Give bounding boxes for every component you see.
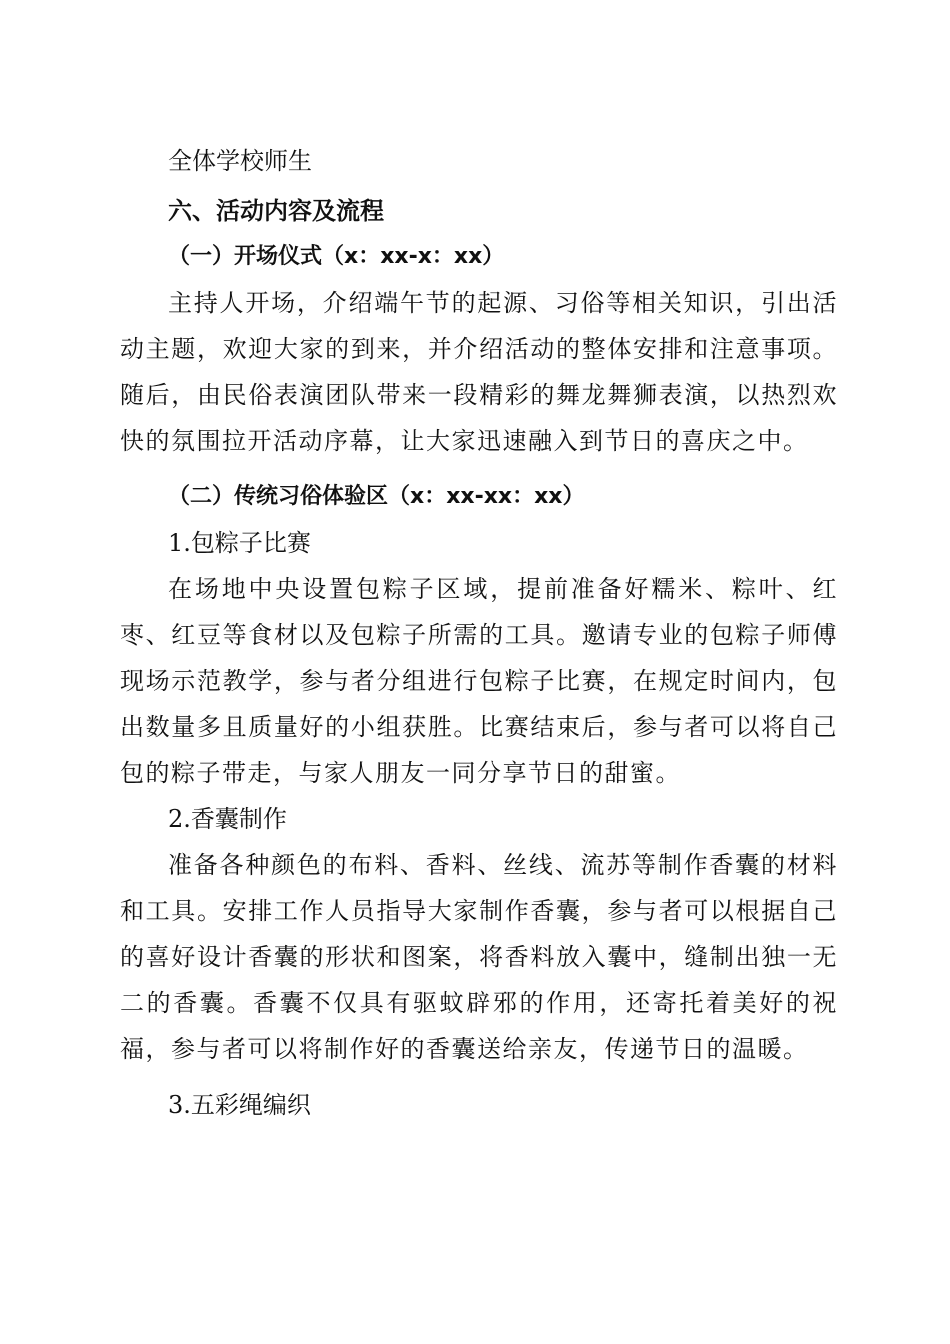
participants-line: 全体学校师生 bbox=[168, 147, 312, 175]
part1-body: 主持人开场，介绍端午节的起源、习俗等相关知识，引出活动主题，欢迎大家的到来，并介绍活动的整体安排和注意事项。随后，由民俗表演团队带来一段精彩的舞龙舞狮表演，以热烈欢快的氛围拉开活动序幕，让大家迅速融入到节日的喜庆之中。 bbox=[120, 289, 838, 455]
section-title: 六、活动内容及流程 bbox=[168, 197, 384, 225]
item3-title: 3.五彩绳编织 bbox=[168, 1091, 311, 1119]
item1-body: 在场地中央设置包粽子区域，提前准备好糯米、粽叶、红枣、红豆等食材以及包粽子所需的工具。邀请专业的包粽子师傅现场示范教学，参与者分组进行包粽子比赛，在规定时间内，包出数量多且质量好的小组获胜。比赛结束后，参与者可以将自己包的粽子带走，与家人朋友一同分享节日的甜蜜。 bbox=[120, 575, 838, 787]
item2-body: 准备各种颜色的布料、香料、丝线、流苏等制作香囊的材料和工具。安排工作人员指导大家制作香囊，参与者可以根据自己的喜好设计香囊的形状和图案，将香料放入囊中，缝制出独一无二的香囊。香囊不仅具有驱蚊辟邪的作用，还寄托着美好的祝福，参与者可以将制作好的香囊送给亲友，传递节日的温暖。 bbox=[120, 851, 838, 1063]
document-content bbox=[120, 138, 838, 1128]
part1-title: （一）开场仪式（x：xx-x：xx） bbox=[168, 244, 505, 269]
item1-title: 1.包粽子比赛 bbox=[168, 529, 311, 557]
item2-title: 2.香囊制作 bbox=[168, 805, 287, 833]
part2-title: （二）传统习俗体验区（x：xx-xx：xx） bbox=[168, 484, 585, 509]
